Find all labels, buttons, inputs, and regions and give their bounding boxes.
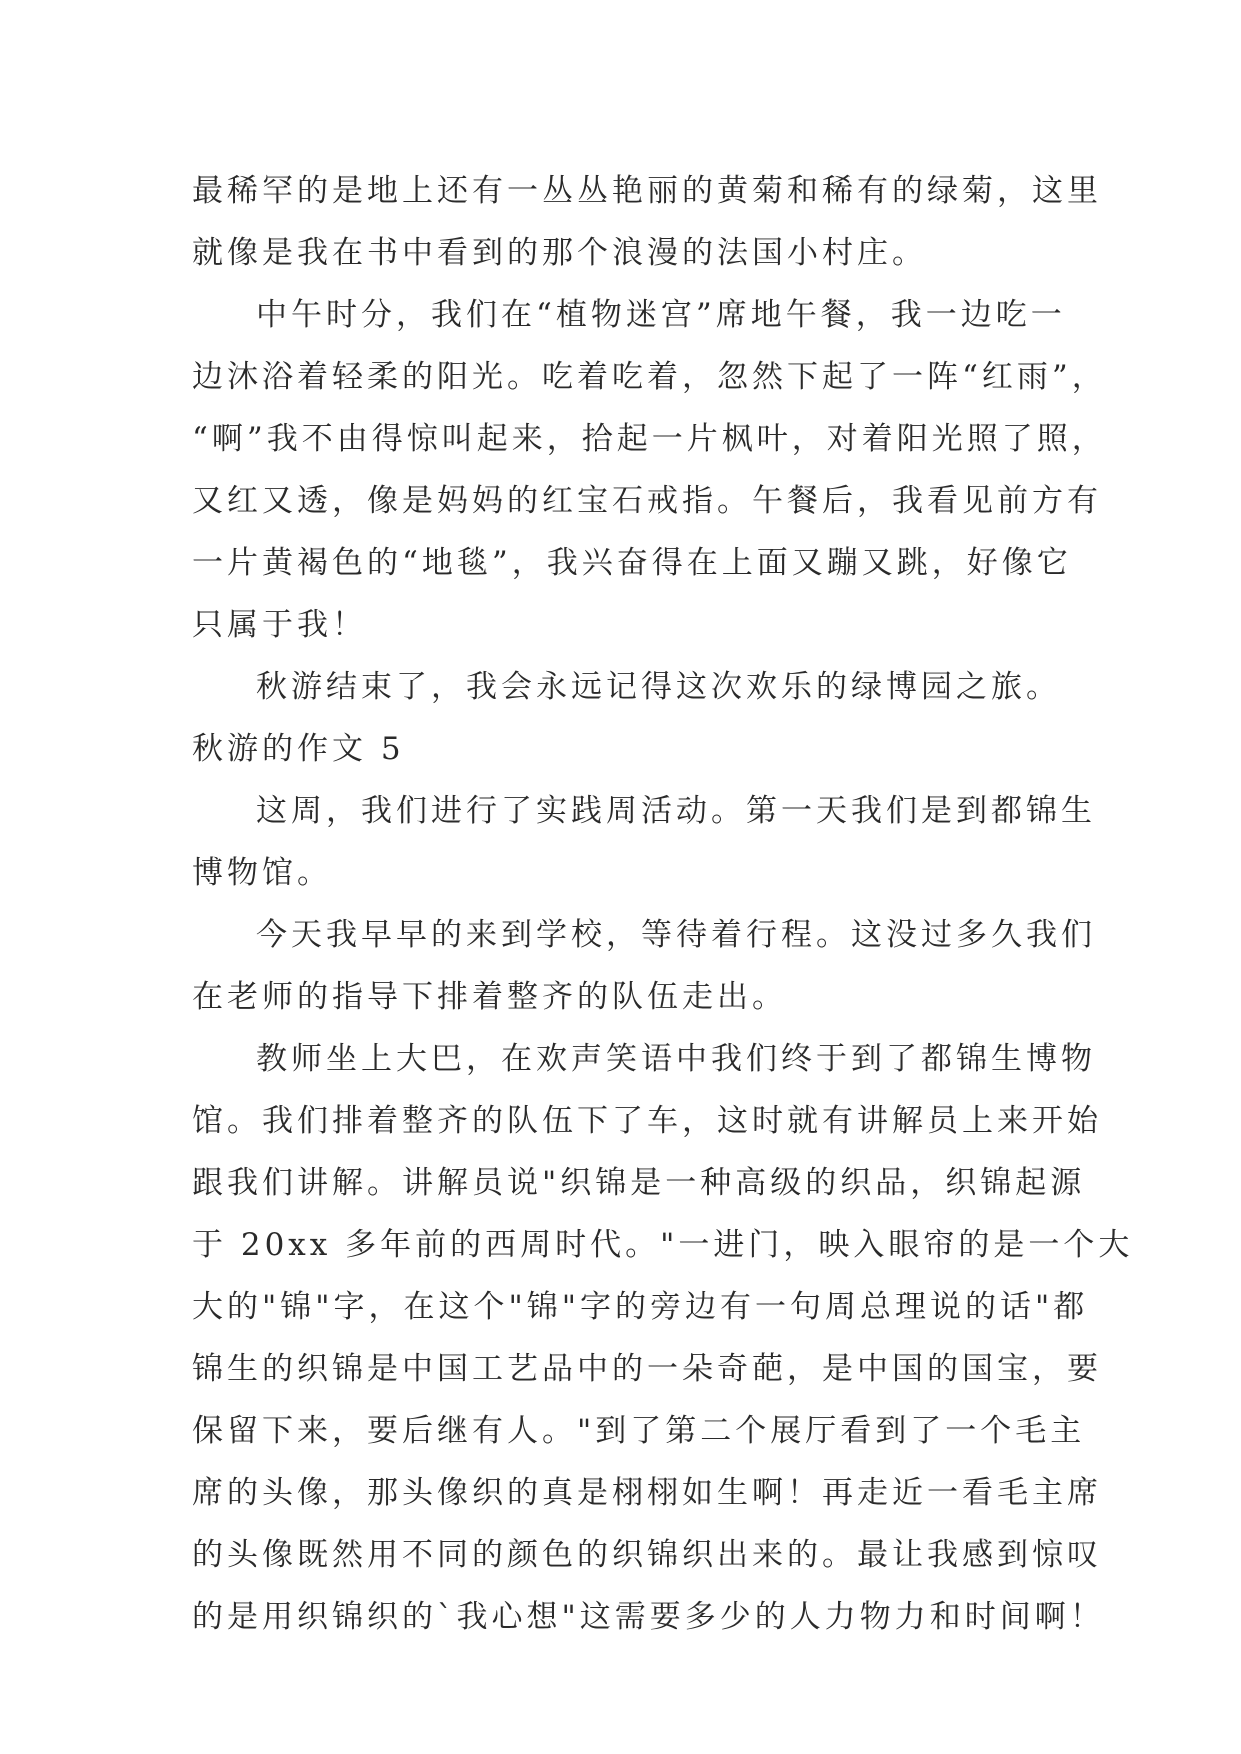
paragraph-start-line: 教师坐上大巴，在欢声笑语中我们终于到了都锦生博物	[256, 1041, 1096, 1077]
text-line: 锦生的织锦是中国工艺品中的一朵奇葩，是中国的国宝，要	[192, 1351, 1102, 1387]
text-line: 边沐浴着轻柔的阳光。吃着吃着，忽然下起了一阵“红雨”，	[192, 359, 1107, 395]
text-line: 的头像既然用不同的颜色的织锦织出来的。最让我感到惊叹	[192, 1537, 1102, 1573]
section-heading: 秋游的作文 5	[192, 731, 405, 767]
text-line: 大的"锦"字，在这个"锦"字的旁边有一句周总理说的话"都	[192, 1289, 1089, 1325]
text-line: 席的头像，那头像织的真是栩栩如生啊！再走近一看毛主席	[192, 1475, 1102, 1511]
text-line: 在老师的指导下排着整齐的队伍走出。	[192, 979, 787, 1015]
text-line: 跟我们讲解。讲解员说"织锦是一种高级的织品，织锦起源	[192, 1165, 1086, 1201]
text-line: 博物馆。	[192, 855, 332, 891]
text-line: 于 20xx 多年前的西周时代。"一进门，映入眼帘的是一个大	[192, 1227, 1134, 1263]
text-line: 的是用织锦织的`我心想"这需要多少的人力物力和时间啊！	[192, 1599, 1105, 1635]
text-line: 馆。我们排着整齐的队伍下了车，这时就有讲解员上来开始	[192, 1103, 1102, 1139]
text-line: 保留下来，要后继有人。"到了第二个展厅看到了一个毛主	[192, 1413, 1086, 1449]
text-line: 只属于我！	[192, 607, 367, 643]
text-line: 一片黄褐色的“地毯”，我兴奋得在上面又蹦又跳，好像它	[192, 545, 1072, 581]
text-line: “啊”我不由得惊叫起来，拾起一片枫叶，对着阳光照了照，	[192, 421, 1107, 457]
paragraph-start-line: 秋游结束了，我会永远记得这次欢乐的绿博园之旅。	[256, 669, 1061, 705]
paragraph-start-line: 中午时分，我们在“植物迷宫”席地午餐，我一边吃一	[256, 297, 1066, 333]
text-line: 就像是我在书中看到的那个浪漫的法国小村庄。	[192, 235, 927, 271]
document-body	[192, 160, 1134, 1648]
paragraph-start-line: 这周，我们进行了实践周活动。第一天我们是到都锦生	[256, 793, 1096, 829]
paragraph-start-line: 今天我早早的来到学校，等待着行程。这没过多久我们	[256, 917, 1096, 953]
text-line: 又红又透，像是妈妈的红宝石戒指。午餐后，我看见前方有	[192, 483, 1102, 519]
text-line: 最稀罕的是地上还有一丛丛艳丽的黄菊和稀有的绿菊，这里	[192, 173, 1102, 209]
